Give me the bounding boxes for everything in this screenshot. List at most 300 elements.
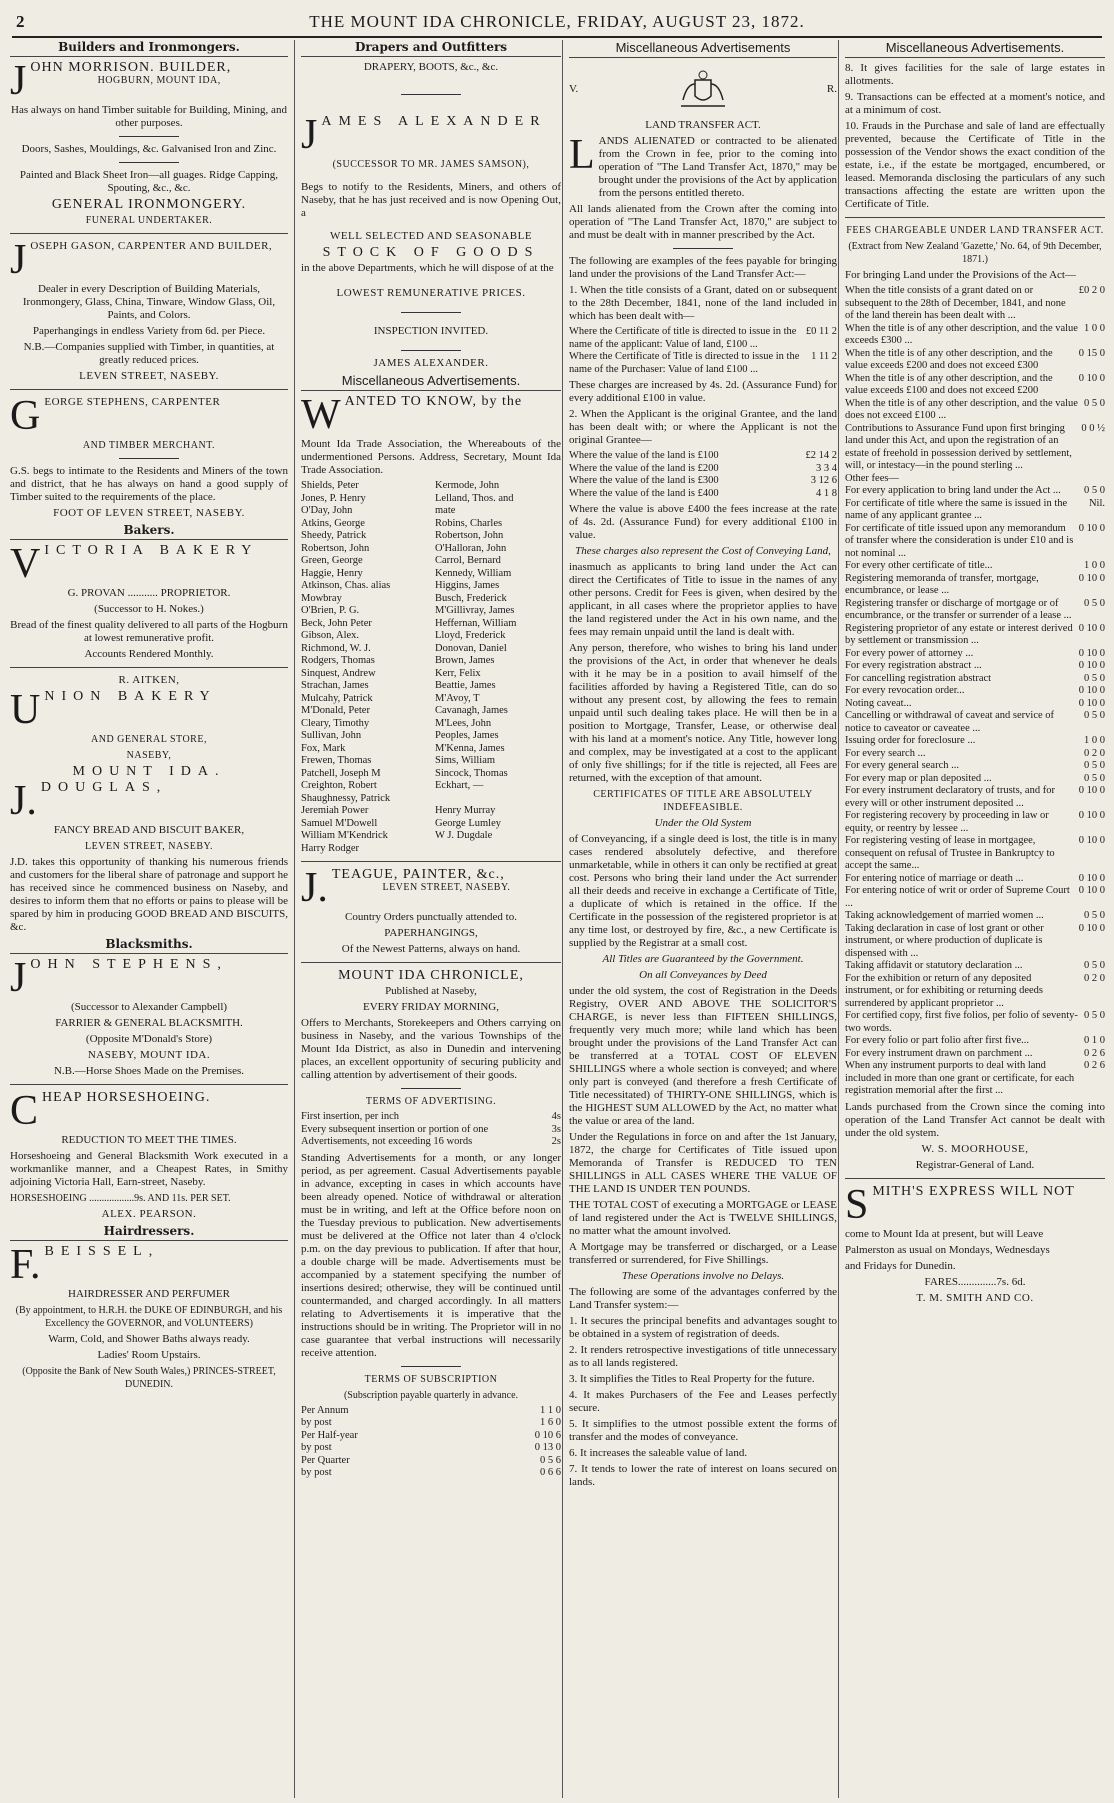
terms-row [301, 1111, 561, 1124]
fee-row [845, 710, 1105, 735]
douglas-text: J.D. takes this opportunity of thanking his numerous friends and customers for the liberal share of patronage and support he has received since he commenced business on Naseby, and desires to inform them that no efforts or pains to please will be spared by him in producing GOOD BREAD AND BISCUITS, &c. [10, 856, 288, 933]
morrison-text: Has always on hand Timber suitable for Building, Mining, and other purposes. [11, 104, 287, 129]
alexander-text: Begs to notify to the Residents, Miners, and others of Naseby, that he has just received and is now Opening Out, a [301, 181, 561, 219]
jstephens-nb: N.B.—Horse Shoes Made on the Premises. [53, 1065, 245, 1077]
person-name: Sheedy, Patrick [301, 530, 367, 541]
terms-sub-head: TERMS OF SUBSCRIPTION [364, 1373, 498, 1385]
fee-value: 0 5 0 [1084, 760, 1105, 771]
person-name: Jones, P. Henry [301, 492, 366, 504]
person-name: mate [435, 505, 456, 516]
names-column-right [435, 480, 561, 855]
divider [401, 350, 461, 351]
fee-label: Every subsequent insertion or portion of one [301, 1123, 489, 1135]
fee-value: £2 14 2 [805, 450, 837, 461]
subscription-row [301, 1405, 561, 1418]
union-ad [10, 687, 288, 733]
advantages-list [569, 1315, 837, 1489]
stephens-sub: AND TIMBER MERCHANT. [82, 440, 216, 451]
lta-heading: LAND TRANSFER ACT. [645, 119, 761, 131]
masthead-title: THE MOUNT IDA CHRONICLE, FRIDAY, AUGUST 23, 1872. [309, 12, 805, 31]
advantage-item: 9. Transactions can be effected at a moment's notice, and at a minimum of cost. [845, 91, 1105, 116]
fee-label: For cancelling registration abstract [845, 672, 992, 684]
fee-label: For every power of attorney ... [845, 647, 974, 659]
victoria-name: ICTORIA BAKERY [44, 543, 259, 558]
douglas-name: DOUGLAS, [40, 780, 168, 795]
terms-list [301, 1111, 561, 1149]
union-place-1: NASEBY, [126, 750, 172, 761]
fee-row [569, 475, 837, 488]
person-name: Mulcahy, Patrick [301, 692, 373, 704]
fee-value: 0 6 6 [540, 1467, 561, 1478]
fee-label: Per Half-year [301, 1429, 358, 1441]
fee-label: Registering proprietor of any estate or interest derived by settlement or transmission ... [845, 622, 1073, 646]
person-name: Robins, Charles [435, 517, 503, 529]
fee-label: For entering notice of marriage or death ... [845, 872, 1024, 884]
beissel-address: (Opposite the Bank of New South Wales,) PRINCES-STREET, DUNEDIN. [22, 1366, 276, 1390]
fee-label: When the title consists of a grant dated on or subsequent to the 28th of December, 1841, and none of the land therein has been dealt with ... [845, 285, 1066, 321]
morrison-name: OHN MORRISON. BUILDER, [30, 60, 232, 75]
fee-value: 0 5 0 [1084, 710, 1105, 721]
fee-row [845, 423, 1105, 473]
fee-row [845, 685, 1105, 698]
drapery: DRAPERY, BOOTS, &c., &c. [363, 61, 499, 73]
fee-row [845, 960, 1105, 973]
divider [301, 861, 561, 862]
fee-row [569, 450, 837, 463]
fee-value: 0 10 0 [1078, 660, 1105, 671]
fee-label: For every registration abstract ... [845, 660, 982, 671]
person-name: Donovan, Daniel [435, 642, 507, 654]
smith-text-1: come to Mount Ida at present, but will Leave [845, 1227, 1044, 1240]
fee-value: 0 5 6 [540, 1454, 561, 1466]
lands-head: ANDS ALIENATED or contracted to be alienated from the Crown in fee, prior to the coming into operation of "The Land Transfer Act, 1870," may be brought under the provisions of the Act by application from the persons entitled thereto. [598, 135, 837, 199]
fee-row [845, 598, 1105, 623]
drop-cap: J. [301, 865, 328, 911]
drop-cap: F. [10, 1242, 41, 1288]
gason-ad [10, 237, 288, 283]
fees-extract: (Extract from New Zealand 'Gazette,' No. 64, of 9th December, 1871.) [848, 241, 1102, 265]
person-name: Busch, Frederick [435, 592, 507, 604]
advantage-item: 2. It renders retrospective investigations of title unnecessary as to all lands registered. [569, 1344, 837, 1369]
person-name: Robertson, John [301, 542, 370, 554]
fee-label: For every search ... [845, 747, 926, 759]
person-name: O'Halloran, John [435, 542, 507, 554]
fee-row [845, 760, 1105, 773]
fee-row [845, 885, 1105, 910]
drop-cap: U [10, 687, 41, 733]
fee-label: Taking acknowledgement of married women ... [845, 910, 1044, 921]
fee-label: Where the Certificate of title is directed to issue in the name of the applicant: Value of land, £100 ... [569, 326, 797, 350]
fee-value: 0 5 0 [1084, 960, 1105, 971]
advantage-item: 7. It tends to lower the rate of interest on loans secured on lands. [569, 1463, 837, 1488]
fee-label: by post [301, 1417, 332, 1428]
fee-label: For registering recovery by proceeding in law or equity, or reentry by lessee ... [845, 810, 1049, 834]
person-name: Haggie, Henry [301, 567, 363, 579]
old-text: of Conveyancing, if a single deed is lost, the title is in many cases rendered absolutely defective, and therefore unmarketable, while in others it can only be rectified at great cost. Persons who bring their land under the Act surrender all their deeds and receive in exchange a Certificate of Title, a duplicate of which is retained in the office. If the Certificate in the possession of the registered proprietor is at any time lost, or destroyed by fire, &c., a new Certificate is supplied by the Registrar at a small cost. [569, 833, 837, 949]
person-name: Lelland, Thos. and [435, 492, 514, 504]
all-titles: All Titles are Guaranteed by the Government. [602, 953, 804, 965]
fee-label: For every application to bring land under the Act ... [845, 485, 1061, 496]
divider [10, 1084, 288, 1085]
fee-row [845, 748, 1105, 761]
union-place-2: MOUNT IDA. [72, 764, 226, 779]
advantage-item: 3. It simplifies the Titles to Real Property for the future. [569, 1373, 815, 1385]
fee-row [845, 835, 1105, 873]
divider [845, 1178, 1105, 1179]
person-name: Robertson, John [435, 530, 504, 541]
fees-bring: For bringing Land under the Provisions of the Act— [845, 269, 1076, 281]
person-name: Peoples, James [435, 730, 499, 741]
chronicle-name: MOUNT IDA CHRONICLE, [338, 968, 524, 983]
fee-value: 3s [551, 1123, 561, 1135]
smith-sig: T. M. SMITH AND CO. [916, 1291, 1034, 1304]
advantage-item: 4. It makes Purchasers of the Fee and Leases perfectly secure. [569, 1389, 837, 1414]
divider [401, 94, 461, 95]
alexander-well: WELL SELECTED AND SEASONABLE [329, 230, 533, 242]
advantage-item: 8. It gives facilities for the sale of large estates in allotments. [845, 62, 1105, 87]
fee-row [845, 698, 1105, 711]
beissel-ad [10, 1242, 288, 1288]
cheap-text: Horseshoeing and General Blacksmith Work executed in a workmanlike manner, and a Cheapest Rates, in Smithy adjoining Victoria Hall, Earn-street, Naseby. [10, 1150, 288, 1188]
fee-value: 0 5 0 [1084, 597, 1105, 609]
advantage-item: 1. It secures the principal benefits and advantages sought to be obtained in a system of registration of deeds. [569, 1315, 837, 1340]
registrar: Registrar-General of Land. [915, 1158, 1035, 1171]
fee-value: 0 5 0 [1084, 910, 1105, 921]
divider [301, 962, 561, 963]
funeral-undertaker: FUNERAL UNDERTAKER. [85, 215, 213, 226]
royal-arms [569, 62, 837, 116]
chronicle-text: Offers to Merchants, Storekeepers and Others carrying on business in Naseby, and the various Townships of the Mount Ida District, as also in Dunedin and intervening places, an excellent opportunity of securing publicity and calling attention by advertisement of their goods. [301, 1017, 561, 1081]
section-header-misc: Miscellaneous Advertisements [569, 40, 837, 58]
teague-name: TEAGUE, PAINTER, &c., [331, 867, 505, 882]
fee-value: 0 10 0 [1078, 922, 1105, 934]
fee-row [845, 1048, 1105, 1061]
person-name: Sinquest, Andrew [301, 667, 376, 679]
fee-label: Per Annum [301, 1404, 349, 1416]
fee-label: For entering notice of writ or order of Supreme Court ... [845, 885, 1070, 909]
total-cost: THE TOTAL COST of executing a MORTGAGE or LEASE of land registered under the Act is TWELVE SHILLINGS, no matter what the amount involved. [569, 1199, 837, 1237]
fee-label: Other fees— [845, 472, 899, 484]
person-name: Gibson, Alex. [301, 630, 360, 641]
fee-row [845, 498, 1105, 523]
fee-row [845, 623, 1105, 648]
person-name: Creighton, Robert [301, 780, 377, 791]
divider [119, 136, 179, 137]
fee-value: 0 5 0 [1084, 672, 1105, 684]
fee-label: First insertion, per inch [301, 1111, 399, 1122]
general-ironmongery: GENERAL IRONMONGERY. [51, 197, 247, 212]
beissel-baths: Warm, Cold, and Shower Baths always ready. [48, 1333, 250, 1345]
fee-row [569, 463, 837, 476]
fee-value: 0 2 6 [1084, 1047, 1105, 1059]
jstephens-place: NASEBY, MOUNT IDA. [87, 1049, 211, 1061]
morrison-ad [10, 58, 288, 104]
stephens-address: FOOT OF LEVEN STREET, NASEBY. [53, 507, 245, 519]
fee-2: 2. When the Applicant is the original Grantee, and the land has been dealt with; or where the Applicant is not the original Grantee— [569, 408, 837, 446]
v-letter: V. [569, 82, 579, 95]
fee-label: For every instrument drawn on parchment ... [845, 1047, 1033, 1059]
fee-row [845, 573, 1105, 598]
person-name: Sincock, Thomas [435, 767, 508, 779]
cheap-name: HEAP HORSESHOEING. [42, 1090, 211, 1105]
advantages-continued [845, 62, 1105, 211]
person-name: Atkinson, Chas. alias [301, 580, 391, 591]
fee-row [845, 1010, 1105, 1035]
fee-label: Registering memoranda of transfer, mortgage, encumbrance, or lease ... [845, 572, 1039, 596]
person-name: Mowbray [301, 592, 342, 604]
fee-value: 0 2 0 [1084, 747, 1105, 759]
subscription-row [301, 1430, 561, 1443]
fee-value: 3 3 4 [816, 462, 837, 474]
divider [119, 458, 179, 459]
subscription-row [301, 1467, 561, 1480]
mortgage: A Mortgage may be transferred or discharged, or a Lease transferred or surrendered, for Five Shillings. [569, 1241, 837, 1266]
jstephens-name: OHN STEPHENS, [30, 957, 228, 972]
fee-value: 0 2 0 [1084, 972, 1105, 984]
fee-2-list [569, 450, 837, 500]
r-letter: R. [826, 82, 837, 95]
fee-label: When the title is of any other description, and the value exceeds £100 and does not exceed £200 [845, 372, 1053, 396]
fee-row [845, 1035, 1105, 1048]
fee-label: For registering vesting of lease in mortgagee, consequent on refusal of Trustee in Bankruptcy to accept the same... [845, 835, 1055, 871]
fee-label: Where the value of the land is £400 [569, 487, 719, 499]
person-name: Kerr, Felix [435, 667, 481, 679]
fee-value: 0 5 0 [1084, 772, 1105, 784]
alexander-text-2: in the above Departments, which he will dispose of at the [301, 262, 554, 274]
fee-row [845, 1060, 1105, 1098]
smith-text-3: and Fridays for Dunedin. [845, 1259, 956, 1272]
fee-label: For every other certificate of title... [845, 560, 993, 571]
gason-paper: Paperhangings in endless Variety from 6d. per Piece. [32, 325, 266, 337]
person-name: Shields, Peter [301, 480, 359, 491]
fees-list [845, 285, 1105, 1098]
jstephens-trade: FARRIER & GENERAL BLACKSMITH. [55, 1017, 243, 1029]
missing-persons-list [301, 480, 561, 855]
person-name: Beck, John Peter [301, 617, 372, 629]
alexander-inspection: INSPECTION INVITED. [373, 325, 489, 337]
jstephens-ad [10, 955, 288, 1001]
douglas-trade: FANCY BREAD AND BISCUIT BAKER, [53, 824, 245, 836]
beissel-appt: (By appointment, to H.R.H. the DUKE OF EDINBURGH, and his Excellency the GOVERNOR, and VOLUNTEERS) [15, 1305, 283, 1329]
jstephens-opp: (Opposite M'Donald's Store) [85, 1033, 213, 1045]
section-header-hairdressers: Hairdressers. [10, 1224, 288, 1241]
fees-intro: The following are examples of the fees payable for bringing land under the provisions of the Land Transfer Act:— [569, 255, 837, 280]
teague-address: LEVEN STREET, NASEBY. [382, 882, 511, 893]
fee-label: Registering transfer or discharge of mortgage or of encumbrance, or the transfer or surrender of a lease ... [845, 597, 1072, 621]
fee-value: 1 1 0 [540, 1404, 561, 1416]
person-name [435, 843, 561, 856]
smith-ad [845, 1181, 1105, 1228]
person-name: Fox, Mark [301, 742, 346, 754]
drop-cap: J [10, 237, 27, 283]
person-name: Cleary, Timothy [301, 717, 370, 729]
fee-value: 0 2 6 [1084, 1060, 1105, 1071]
masthead [12, 8, 1102, 38]
fee-row [845, 673, 1105, 686]
fee-label: Where the value of the land is £200 [569, 462, 719, 474]
fee-value: 1 0 0 [1084, 735, 1105, 746]
terms-adv-head: TERMS OF ADVERTISING. [365, 1096, 497, 1107]
drop-cap: W [301, 392, 341, 438]
person-name: Strachan, James [301, 680, 369, 691]
fee-value: 1 11 2 [811, 351, 837, 362]
divider [401, 312, 461, 313]
gason-text: Dealer in every Description of Building Materials, Ironmongery, Glass, China, Tinware, Window Glass, Oil, Paints, and Colors. [22, 283, 276, 321]
person-name: M'Avoy, T [435, 692, 480, 704]
fee-row [845, 398, 1105, 423]
fee-label: When the title is of any other description, and the value exceeds £200 and does not exceed £300 [845, 347, 1053, 371]
adv-intro: The following are some of the advantages conferred by the Land Transfer system:— [569, 1286, 837, 1311]
fee-value: 4 1 8 [816, 487, 837, 499]
person-name: Kermode, John [435, 480, 500, 491]
advantage-item: 10. Frauds in the Purchase and sale of land are effectually prevented, because the Certificate of Title in the possession of the Vendor shows the exact condition of the estate, i.e., if the estate be mortgaged, encumbered, or leased. Memoranda disclosing the particulars of any such transactions affecting the estate are written upon the Certificate of Title. [845, 120, 1105, 210]
victoria-text: Bread of the finest quality delivered to all parts of the Hogburn at lowest remunerative profit. [10, 619, 288, 644]
person-name: Lloyd, Frederick [435, 630, 506, 641]
divider [401, 1088, 461, 1089]
cert-head: CERTIFICATES OF TITLE ARE ABSOLUTELY INDEFEASIBLE. [593, 789, 813, 813]
fee-label: Per Quarter [301, 1454, 350, 1466]
morrison-doors: Doors, Sashes, Mouldings, &c. Galvanised Iron and Zinc. [21, 143, 277, 155]
fee-label: Taking declaration in case of lost grant or other instrument, or where production of duplicate is dispensed with ... [845, 922, 1044, 959]
drop-cap: J [10, 955, 27, 1001]
fee-label: For every revocation order... [845, 685, 965, 696]
beissel-ladies: Ladies' Room Upstairs. [97, 1349, 201, 1361]
fee-label: For certified copy, first five folios, per folio of seventy-two words. [845, 1010, 1078, 1034]
fee-label: For every general search ... [845, 760, 959, 771]
fee-row [845, 773, 1105, 786]
person-name: Shaughnessy, Patrick [301, 792, 391, 804]
fee-value: 0 10 0 [1078, 885, 1105, 896]
no-delay: These Operations involve no Delays. [621, 1270, 785, 1282]
fee-value: £0 2 0 [1078, 285, 1105, 296]
column-4 [838, 40, 1105, 1798]
smith-name: MITH'S EXPRESS WILL NOT [872, 1183, 1075, 1199]
victoria-accounts: Accounts Rendered Monthly. [84, 648, 214, 660]
royal-crest-icon [673, 66, 733, 112]
divider [401, 1366, 461, 1367]
fee-value: 0 5 0 [1084, 485, 1105, 496]
fee-row [845, 473, 1105, 486]
fee-label: For every folio or part folio after first five... [845, 1035, 1029, 1046]
fee-row [845, 660, 1105, 673]
person-name: M'Kenna, James [435, 742, 505, 754]
moorhouse: W. S. MOORHOUSE, [921, 1142, 1029, 1155]
fee-value: £0 11 2 [805, 326, 837, 337]
person-name: William M'Kendrick [301, 830, 388, 841]
fee-1b [569, 351, 837, 376]
subscription-row [301, 1455, 561, 1468]
fee-row [845, 735, 1105, 748]
person-name: Rodgers, Thomas [301, 655, 375, 666]
fee-value: 0 10 6 [534, 1429, 561, 1441]
fee-row [845, 348, 1105, 373]
section-header-builders: Builders and Ironmongers. [10, 40, 288, 57]
fee-cost: These charges also represent the Cost of Conveying Land, [575, 545, 831, 557]
person-name: Atkins, George [301, 517, 365, 529]
drop-cap: C [10, 1088, 39, 1134]
drop-cap: J [10, 58, 27, 104]
person-name: W J. Dugdale [435, 830, 493, 841]
section-header-blacksmiths: Blacksmiths. [10, 937, 288, 954]
subscription-row [301, 1417, 561, 1430]
aitken: R. AITKEN, [118, 674, 180, 686]
fee-value: 0 5 0 [1084, 1010, 1105, 1021]
fee-row [845, 560, 1105, 573]
alexander-sig: JAMES ALEXANDER. [373, 357, 489, 369]
person-name: Green, George [301, 555, 363, 566]
fee-label: For the exhibition or return of any deposited instrument, or for exhibiting or returning deeds surrendered by applicant proprietor ... [845, 972, 1043, 1009]
fee-value: 0 10 0 [1078, 685, 1105, 696]
section-header-misc: Miscellaneous Advertisements. [845, 40, 1105, 58]
fee-label: by post [301, 1467, 332, 1478]
person-name: Heffernan, William [435, 617, 517, 629]
person-name: Kennedy, William [435, 567, 512, 579]
person-name: Jeremiah Power [301, 805, 369, 816]
fee-value: 4s [551, 1111, 561, 1122]
divider [10, 667, 288, 668]
douglas-address: LEVEN STREET, NASEBY. [85, 841, 213, 852]
wanted-head: ANTED TO KNOW, by the [344, 394, 523, 409]
morrison-place: HOGBURN, MOUNT IDA, [97, 75, 221, 86]
fee-label: Issuing order for foreclosure ... [845, 735, 976, 746]
fee-2-note: Where the value is above £400 the fees increase at the rate of 4s. 2d. (Assurance Fund) for every additional £100 in value. [569, 503, 837, 541]
morrison-iron: Painted and Black Sheet Iron—all guages. Ridge Capping, Spouting, &c., &c. [19, 169, 279, 194]
person-name: Carrol, Bernard [435, 555, 501, 566]
fee-row [569, 488, 837, 501]
sub-note: (Subscription payable quarterly in advance. [343, 1389, 519, 1401]
divider [10, 233, 288, 234]
victoria-prop: G. PROVAN ........... PROPRIETOR. [67, 587, 231, 599]
pearson: ALEX. PEARSON. [101, 1208, 197, 1220]
person-name: George Lumley [435, 817, 501, 829]
drop-cap: V [10, 541, 41, 587]
alexander-stock: STOCK OF GOODS [322, 245, 540, 260]
person-name: Henry Murray [435, 805, 496, 816]
person-name: Patchell, Joseph M [301, 767, 381, 779]
fee-value: 0 10 0 [1078, 647, 1105, 659]
alexander-name: AMES ALEXANDER [321, 114, 547, 129]
fee-value: 1 0 0 [1084, 322, 1105, 334]
fee-label: Advertisements, not exceeding 16 words [301, 1136, 473, 1147]
fee-label: For every instrument declaratory of trusts, and for every will or other instrument deposited ... [845, 785, 1055, 809]
drop-cap: S [845, 1181, 869, 1228]
douglas-ad [10, 778, 288, 824]
lands-p2: All lands alienated from the Crown after the coming into operation of "The Land Transfer Act, 1870," are subject to and must be dealt with in manner prescribed by the Act. [569, 203, 837, 241]
fee-value: 1 6 0 [540, 1417, 561, 1428]
alexander-prices: LOWEST REMUNERATIVE PRICES. [336, 287, 526, 299]
subscription-list [301, 1405, 561, 1480]
fee-value: 0 5 0 [1084, 397, 1105, 409]
person-name: Samuel M'Dowell [301, 817, 378, 829]
stephens-text: G.S. begs to intimate to the Residents and Miners of the town and district, that he has always on hand a good supply of Timber suited to the requirements of the place. [10, 465, 288, 503]
alexander-succ: (SUCCESSOR TO MR. JAMES SAMSON), [332, 159, 530, 170]
stephens-name: EORGE STEPHENS, CARPENTER [44, 396, 221, 408]
on-all-text: under the old system, the cost of Registration in the Deeds Registry, OVER AND ABOVE THE SOLICITOR'S CHARGE, is never less than FIFTEEN SHILLINGS, frequently very much more; while land which has been brought under the provisions of the Land Transfer Act can be transferred at a TOTAL COST OF ELEVEN SHILLINGS where a whole section is conveyed; and where only part is conveyed (and therefore a fresh Certificate of Title necessitated) of THIRTY-ONE SHILLINGS, which is the HIGHEST SUM ALLOWED by the Act, no matter what the value or area of the land. [569, 985, 837, 1127]
drop-cap: J. [10, 778, 37, 824]
gason-address: LEVEN STREET, NASEBY. [79, 370, 219, 382]
beissel-name: BEISSEL, [44, 1244, 160, 1259]
person-name: M'Gillivray, James [435, 605, 515, 616]
fee-value: 0 10 0 [1078, 572, 1105, 584]
person-name: Cavanagh, James [435, 705, 508, 716]
fee-value: 0 10 0 [1078, 810, 1105, 821]
fee-value: 0 10 0 [1078, 522, 1105, 534]
fee-value: 0 0 ½ [1081, 422, 1105, 434]
person-name: Higgins, James [435, 580, 500, 591]
fee-value: 0 10 0 [1078, 622, 1105, 634]
wanted-ad [301, 392, 561, 438]
alexander-ad [301, 112, 561, 158]
